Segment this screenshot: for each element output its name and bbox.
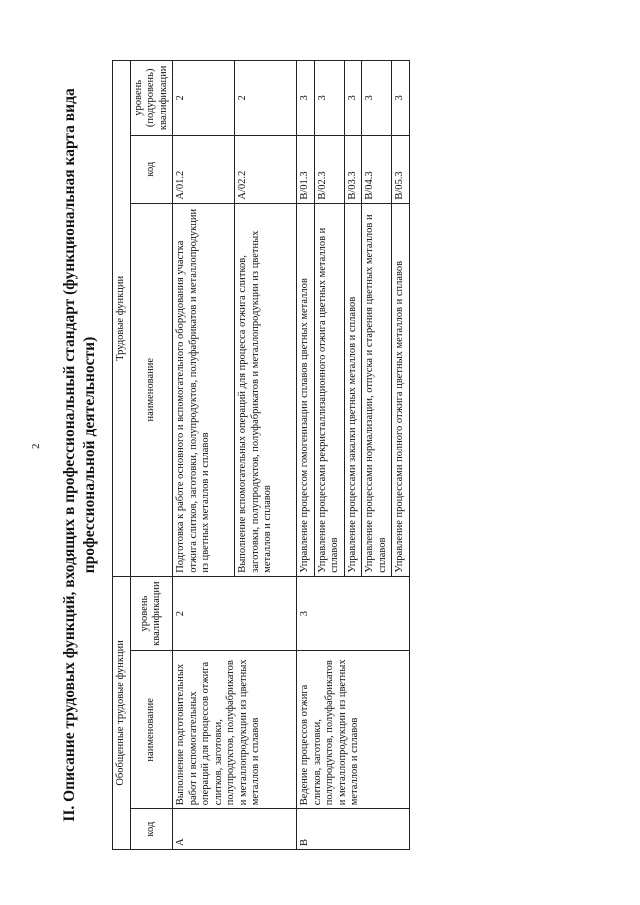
function-code: В/03.3 <box>344 135 362 203</box>
table-row <box>297 61 315 850</box>
group-code: А <box>173 809 297 850</box>
function-name: Управление процессом гомогенизации сплавов цветных металлов <box>297 203 315 576</box>
header-level: уровень квалификации <box>130 576 173 651</box>
function-name: Подготовка к работе основного и вспомогательного оборудования участка отжига слитков, заготовки, полупродуктов, полуфабрикатов и металлопродукции из цветных металлов и сплавов <box>173 203 235 576</box>
function-level: 2 <box>173 61 235 136</box>
function-name: Управление процессами нормализации, отпуска и старения цветных металлов и сплавов <box>362 203 392 576</box>
function-code: А/02.2 <box>235 135 297 203</box>
section-title <box>60 60 100 850</box>
function-code: В/04.3 <box>362 135 392 203</box>
functions-table <box>112 60 410 850</box>
header-kod-2: код <box>130 135 173 203</box>
title-line-2: профессиональной деятельности) <box>81 336 98 574</box>
function-code: В/05.3 <box>392 135 410 203</box>
function-code: А/01.2 <box>173 135 235 203</box>
group-level: 2 <box>173 576 297 651</box>
function-level: 3 <box>314 61 344 136</box>
function-code: В/02.3 <box>314 135 344 203</box>
function-level: 3 <box>392 61 410 136</box>
header-name: наименование <box>130 651 173 809</box>
header-labor: Трудовые функции <box>113 61 131 577</box>
title-line-1: II. Описание трудовых функций, входящих в профессиональный стандарт (функциональная карта вида <box>61 88 78 822</box>
group-name: Выполнение подготовительных работ и вспомогательных операций для процессов отжига слитков, заготовки, полупродуктов, полуфабрикатов и металлопродукции из цветных металлов и сплавов <box>173 651 297 809</box>
header-level-2: уровень (подуровень) квалификации <box>130 61 173 136</box>
function-name: Управление процессами полного отжига цветных металлов и сплавов <box>392 203 410 576</box>
function-name: Выполнение вспомогательных операций для процесса отжига слитков, заготовки, полупродуктов, полуфабрикатов и металлопродукции из цветных металлов и сплавов <box>235 203 297 576</box>
group-level: 3 <box>297 576 410 651</box>
function-code: В/01.3 <box>297 135 315 203</box>
header-kod: код <box>130 809 173 850</box>
function-name: Управление процессами закалки цветных металлов и сплавов <box>344 203 362 576</box>
function-level: 3 <box>344 61 362 136</box>
header-name-2: наименование <box>130 203 173 576</box>
page-number: 2 <box>30 443 42 449</box>
rotated-page <box>60 60 580 850</box>
table-row <box>173 61 235 850</box>
group-code: В <box>297 809 410 850</box>
group-name: Ведение процессов отжига слитков, заготовки, полупродуктов, полуфабрикатов и металлопродукции из цветных металлов и сплавов <box>297 651 410 809</box>
header-generalized: Обобщенные трудовые функции <box>113 576 131 849</box>
function-name: Управление процессами рекристаллизационного отжига цветных металлов и сплавов <box>314 203 344 576</box>
function-level: 3 <box>362 61 392 136</box>
function-level: 3 <box>297 61 315 136</box>
function-level: 2 <box>235 61 297 136</box>
